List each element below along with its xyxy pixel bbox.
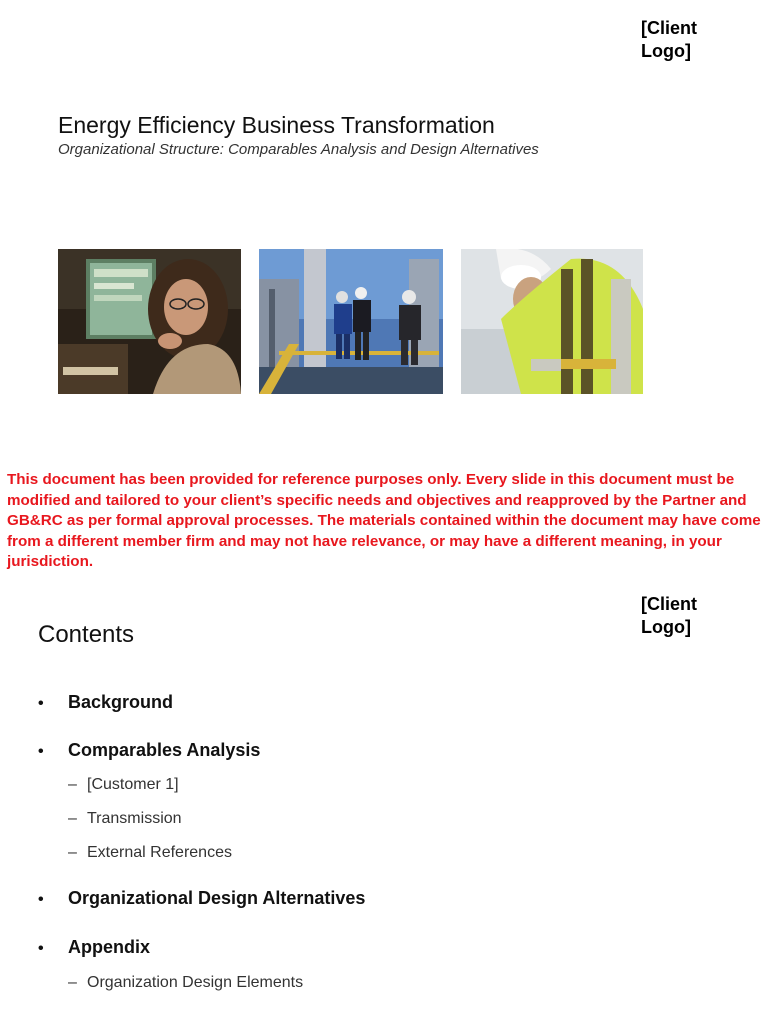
toc-item bbox=[38, 888, 365, 909]
toc-item bbox=[38, 740, 260, 761]
toc-item bbox=[38, 692, 173, 713]
woman-at-computer-photo bbox=[58, 249, 241, 394]
toc-item-label: Appendix bbox=[68, 937, 151, 957]
client-logo-placeholder: [Client Logo] bbox=[641, 18, 697, 61]
bullet-icon: • bbox=[38, 940, 44, 957]
dash-icon: – bbox=[68, 974, 77, 991]
worker-in-safety-gear-photo bbox=[461, 249, 643, 394]
toc-subitem bbox=[68, 844, 232, 862]
contents-heading: Contents bbox=[38, 621, 135, 648]
toc-subitem-label: [Customer 1] bbox=[87, 776, 179, 793]
toc-subitem-label: Organization Design Elements bbox=[87, 974, 304, 991]
dash-icon: – bbox=[68, 810, 77, 827]
workers-at-plant-photo bbox=[259, 249, 443, 394]
dash-icon: – bbox=[68, 844, 77, 861]
toc-item bbox=[38, 937, 150, 958]
dash-icon: – bbox=[68, 776, 77, 793]
reference-disclaimer: This document has been provided for reference purposes only. Every slide in this document must be modified and tailored to your client’s specific needs and objectives and reapproved by the Partner and GB&RC as per formal approval processes. The materials contained within the document may have come from a different member firm and may not have relevance, or may have a different meaning, in your jurisdiction. bbox=[7, 471, 761, 570]
toc-subitem-label: Transmission bbox=[87, 810, 182, 827]
bullet-icon: • bbox=[38, 695, 44, 712]
bullet-icon: • bbox=[38, 891, 44, 908]
toc-subitem-label: External References bbox=[87, 844, 232, 861]
client-logo-placeholder: [Client Logo] bbox=[641, 594, 697, 637]
document-title: Energy Efficiency Business Transformation bbox=[58, 112, 495, 138]
toc-item-label: Background bbox=[68, 692, 174, 712]
toc-item-label: Organizational Design Alternatives bbox=[68, 888, 366, 908]
toc-subitem bbox=[68, 810, 182, 828]
toc-subitem bbox=[68, 776, 179, 794]
toc-item-label: Comparables Analysis bbox=[68, 740, 261, 760]
document-subtitle: Organizational Structure: Comparables Analysis and Design Alternatives bbox=[58, 141, 539, 158]
bullet-icon: • bbox=[38, 743, 44, 760]
toc-subitem bbox=[68, 974, 303, 992]
